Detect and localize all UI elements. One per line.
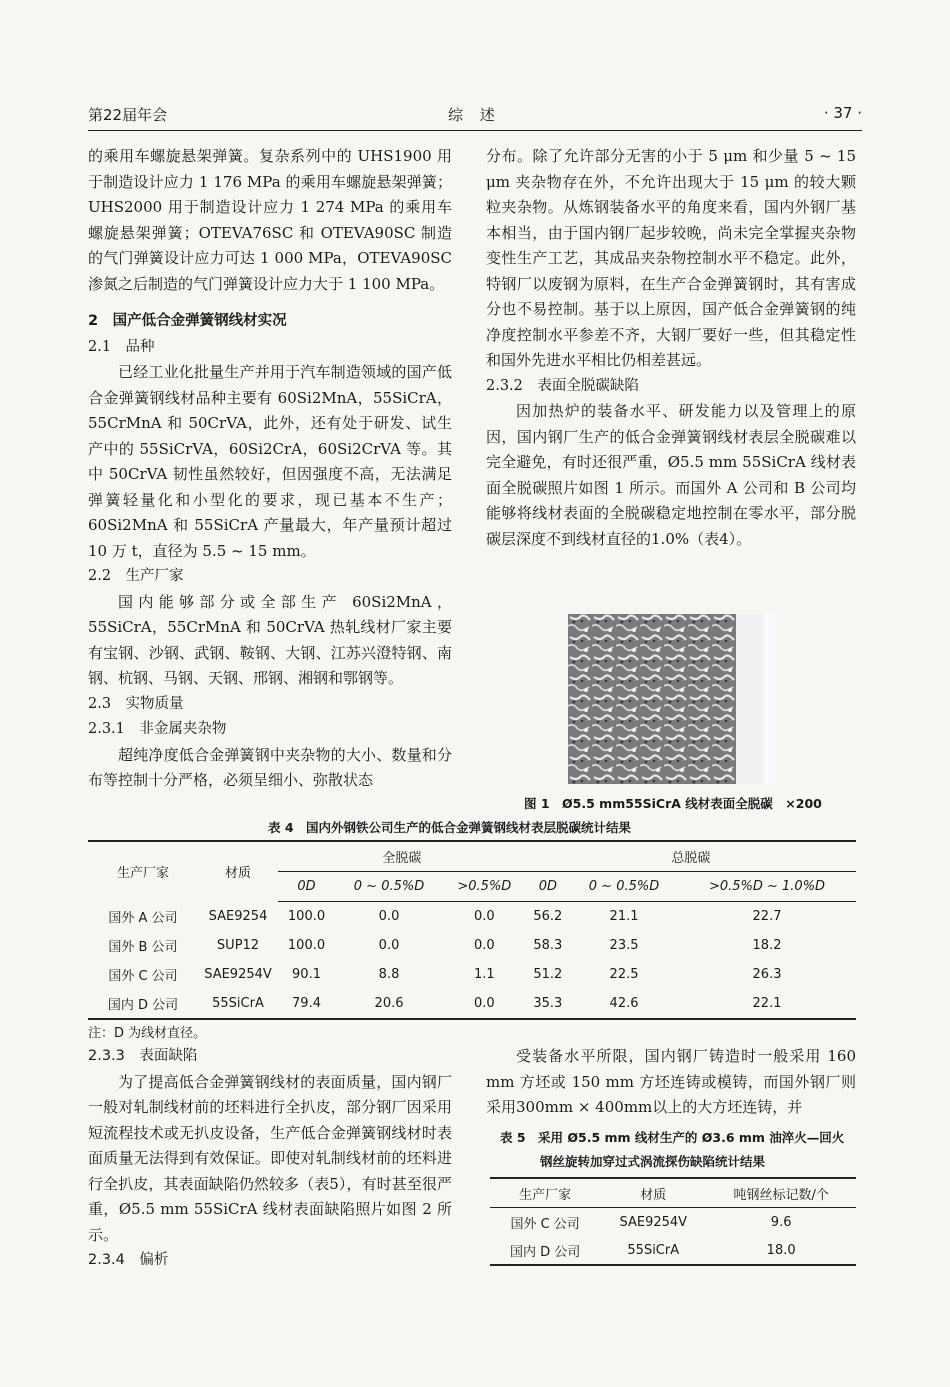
cell: 国外 C 公司 (510, 1216, 580, 1232)
table-row (88, 989, 856, 1019)
cell: 90.1 (292, 967, 321, 982)
col-header: 吨钢丝标记数/个 (706, 1178, 856, 1208)
cell: 22.7 (752, 909, 782, 924)
lower-right-column (486, 1044, 856, 1121)
cell: 42.6 (609, 996, 639, 1011)
col-header: 材质 (224, 866, 251, 882)
paragraph: 的乘用车螺旋悬架弹簧。复杂系列中的 UHS1900 用于制造设计应力 1 176 MPa 的乘用车螺旋悬架弹簧；UHS2000 用于制造设计应力 1 274 MPa 的乘用车螺旋悬架弹簧；OTEVA76SC 和 OTEVA90SC 制造的气门弹簧设计应力可达 1 000 MPa，OTEVA90SC 渗氮之后制造的气门弹簧设计应力大于 1 100 MPa。 (88, 147, 452, 293)
table-row (490, 1236, 856, 1265)
section-heading: 2 国产低合金弹簧钢线材实况 (88, 313, 287, 329)
cell: 22.5 (609, 967, 639, 982)
cell: 国外 B 公司 (108, 940, 178, 955)
col-header: 0D (278, 872, 335, 902)
lower-left-column (88, 1044, 452, 1274)
subsection-heading: 2.3.3 表面缺陷 (88, 1048, 198, 1064)
col-header: 生产厂家 (116, 866, 169, 882)
header-conference: 第22届年会 (88, 106, 168, 124)
table5-caption-line1: 表 5 采用 Ø5.5 mm 线材生产的 Ø3.6 mm 油淬火—回火 (500, 1130, 845, 1145)
cell: 58.3 (533, 938, 563, 953)
cell: 35.3 (533, 996, 563, 1011)
header-section: 综 述 (448, 106, 501, 124)
micrograph-figure (568, 614, 776, 784)
eddy-current-table (490, 1177, 856, 1266)
decarburization-table (88, 840, 856, 1020)
cell: 55SiCrA (627, 1242, 680, 1258)
page-header (88, 100, 862, 131)
cell: 22.1 (752, 996, 782, 1011)
col-header: 0 ~ 0.5%D (335, 872, 443, 902)
cell: 国内 D 公司 (107, 998, 179, 1013)
cell: 51.2 (533, 967, 563, 982)
subsection-heading: 2.1 品种 (88, 338, 155, 355)
subsection-heading: 2.3 实物质量 (88, 695, 184, 712)
cell: SAE9254 (208, 908, 268, 924)
cell: 79.4 (292, 996, 321, 1011)
paragraph: 分布。除了允许部分无害的小于 5 μm 和少量 5 ~ 15 μm 夹杂物存在外，不允许出现大于 15 μm 的较大颗粒夹杂物。从炼钢装备水平的角度来看，国内外钢厂基本相当，由于国内钢厂起步较晚，尚未完全掌握夹杂物变性生产工艺，其成品夹杂物控制水平不稳定。此外，特钢厂以废钢为原料，在生产合金弹簧钢时，其有害成分也不易控制。基于以上原因，国产低合金弹簧钢的纯净度控制水平参差不齐，大钢厂要好一些，但其稳定性和国外先进水平相比仍相差甚远。 (486, 147, 856, 369)
cell: 18.2 (752, 938, 782, 953)
cell: SAE9254V (619, 1214, 688, 1230)
cell: 1.1 (474, 967, 495, 982)
cell: 26.3 (752, 967, 782, 982)
table-row (88, 960, 856, 989)
paragraph: 国内能够部分或全部生产 60Si2MnA，55SiCrA，55CrMnA 和 50CrVA 热轧线材厂家主要有宝钢、沙钢、武钢、鞍钢、大钢、江苏兴澄特钢、南钢、杭钢、马钢、天钢、邢钢、湘钢和鄂钢等。 (88, 592, 452, 687)
cell: 56.2 (533, 909, 563, 924)
col-header: >0.5%D ~ 1.0%D (678, 872, 856, 902)
subsection-heading: 2.3.2 表面全脱碳缺陷 (486, 377, 639, 394)
group-header: 全脱碳 (278, 841, 526, 872)
group-header: 总脱碳 (526, 841, 856, 872)
paragraph: 超纯净度低合金弹簧钢中夹杂物的大小、数量和分布等控制十分严格，必须呈细小、弥散状态 (88, 745, 452, 789)
cell: 100.0 (287, 909, 326, 924)
table5-caption-line2: 钢丝旋转加穿过式涡流探伤缺陷统计结果 (540, 1154, 766, 1169)
paragraph: 为了提高低合金弹簧钢线材的表面质量，国内钢厂一般对轧制线材前的坯料进行全扒皮，部分钢厂因采用短流程技术或无扒皮设备，生产低合金弹簧钢线材时表面质量无法得到有效保证。即使对轧制线材前的坯料进行全扒皮，其表面缺陷仍然较多（表5），有时甚至很严重，Ø5.5 mm 55SiCrA 线材表面缺陷照片如图 2 所示。 (88, 1072, 452, 1244)
cell: SAE9254V (204, 967, 272, 982)
table-row (88, 902, 856, 932)
col-header: >0.5%D (443, 872, 526, 902)
table4-caption: 表 4 国内外钢铁公司生产的低合金弹簧钢线材表层脱碳统计结果 (268, 820, 632, 835)
paragraph: 已经工业化批量生产并用于汽车制造领域的国产低合金弹簧钢线材品种主要有 60Si2MnA，55SiCrA，55CrMnA 和 50CrVA，此外，还有处于研发、试生产中的 55SiCrVA，60Si2CrA，60Si2CrVA 等。其中 50CrVA 韧性虽然较好，但因强度不高，无法满足弹簧轻量化和小型化的要求，现已基本不生产；60Si2MnA 和 55SiCrA 产量最大，年产量预计超过 10 万 t，直径为 5.5 ~ 15 mm。 (88, 363, 452, 560)
figure-caption: 图 1 Ø5.5 mm55SiCrA 线材表面全脱碳 ×200 (524, 796, 822, 811)
cell: 0.0 (378, 909, 400, 924)
cell: 20.6 (374, 996, 404, 1011)
col-header: 0D (526, 872, 570, 902)
cell: SUP12 (216, 938, 260, 953)
right-column (486, 144, 856, 552)
cell: 23.5 (609, 938, 639, 953)
cell: 100.0 (287, 938, 326, 953)
table-row (490, 1208, 856, 1237)
cell: 18.0 (766, 1242, 796, 1258)
cell: 国外 C 公司 (108, 969, 178, 984)
paragraph: 因加热炉的装备水平、研发能力以及管理上的原因，国内钢厂生产的低合金弹簧钢线材表层全脱碳难以完全避免，有时还很严重，Ø5.5 mm 55SiCrA 线材表面全脱碳照片如图 1 所示。而国外 A 公司和 B 公司均能够将线材表面的全脱碳稳定地控制在零水平，部分脱碳层深度不到线材直径的1.0%（表4）。 (486, 402, 856, 548)
subsection-heading: 2.3.4 偏析 (88, 1252, 169, 1268)
table-note: 注：D 为线材直径。 (88, 1026, 207, 1041)
subsection-heading: 2.3.1 非金属夹杂物 (88, 721, 227, 737)
cell: 21.1 (609, 909, 639, 924)
cell: 0.0 (474, 996, 495, 1011)
cell: 0.0 (474, 909, 495, 924)
micrograph-image (568, 614, 776, 784)
cell: 9.6 (770, 1214, 792, 1230)
cell: 55SiCrA (212, 996, 264, 1011)
paragraph: 受装备水平所限，国内钢厂铸造时一般采用 160 mm 方坯或 150 mm 方坯连铸或模铸，而国外钢厂则采用300mm × 400mm以上的大方坯连铸，并 (486, 1047, 856, 1116)
cell: 0.0 (474, 938, 495, 953)
cell: 0.0 (378, 938, 400, 953)
left-column (88, 144, 452, 794)
cell: 8.8 (378, 967, 400, 982)
header-page-number: · 37 · (823, 104, 862, 122)
col-header: 0 ~ 0.5%D (570, 872, 678, 902)
col-header: 生产厂家 (490, 1178, 600, 1208)
table-row (88, 931, 856, 960)
cell: 国外 A 公司 (108, 910, 178, 926)
col-header: 材质 (600, 1178, 706, 1208)
subsection-heading: 2.2 生产厂家 (88, 568, 184, 584)
cell: 国内 D 公司 (509, 1244, 581, 1260)
